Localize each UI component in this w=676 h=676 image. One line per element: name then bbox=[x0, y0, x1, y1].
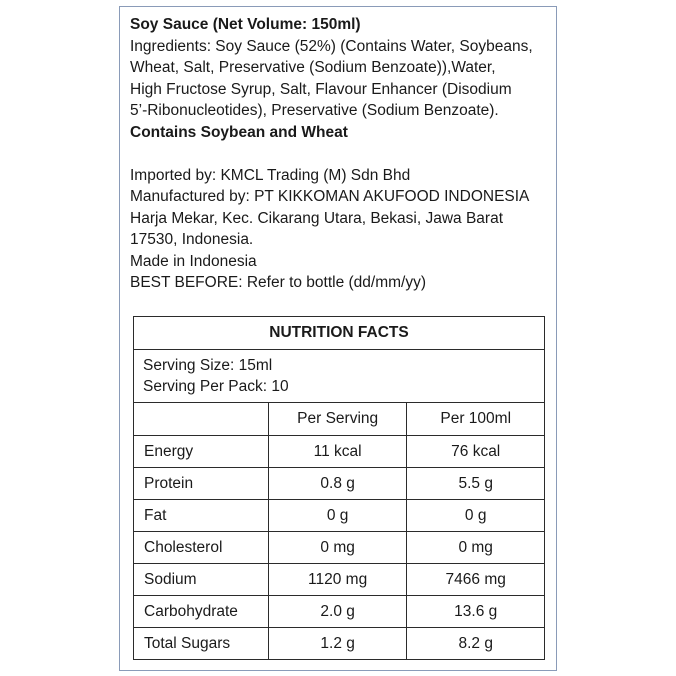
importer-info: Imported by: KMCL Trading (M) Sdn Bhd bbox=[130, 166, 411, 184]
serving-per-pack: Serving Per Pack: 10 bbox=[143, 378, 289, 395]
best-before-info: BEST BEFORE: Refer to bottle (dd/mm/yy) bbox=[130, 274, 427, 291]
serving-size: Serving Size: 15ml bbox=[143, 357, 273, 374]
table-row bbox=[134, 436, 545, 468]
nutrient-name: Cholesterol bbox=[134, 532, 269, 564]
header-per-100ml: Per 100ml bbox=[407, 403, 545, 436]
header-blank-cell bbox=[134, 403, 269, 436]
ingredients-line: 5’-Ribonucleotides), Preservative (Sodium Benzoate). bbox=[130, 102, 499, 119]
nutrient-per-100ml: 7466 mg bbox=[407, 564, 545, 596]
nutrition-facts-table bbox=[133, 316, 545, 660]
nutrient-per-serving: 2.0 g bbox=[268, 596, 407, 628]
nutrient-name: Carbohydrate bbox=[134, 596, 269, 628]
table-row bbox=[134, 500, 545, 532]
nutrient-per-serving: 1120 mg bbox=[268, 564, 407, 596]
nutrient-per-serving: 11 kcal bbox=[268, 436, 407, 468]
nutrient-name: Total Sugars bbox=[134, 628, 269, 660]
header-per-serving: Per Serving bbox=[268, 403, 407, 436]
nutrient-per-100ml: 0 mg bbox=[407, 532, 545, 564]
nutrient-name: Sodium bbox=[134, 564, 269, 596]
nutrient-per-100ml: 0 g bbox=[407, 500, 545, 532]
table-row bbox=[134, 628, 545, 660]
serving-info bbox=[134, 350, 545, 403]
address-line: Harja Mekar, Kec. Cikarang Utara, Bekasi, Jawa Barat bbox=[130, 209, 504, 227]
nutrient-per-serving: 1.2 g bbox=[268, 628, 407, 660]
spacer bbox=[130, 143, 556, 165]
ingredients-line: Ingredients: Soy Sauce (52%) (Contains Water, Soybeans, bbox=[130, 37, 533, 55]
product-title: Soy Sauce (Net Volume: 150ml) bbox=[130, 16, 361, 33]
nutrient-name: Protein bbox=[134, 468, 269, 500]
nutrient-per-serving: 0.8 g bbox=[268, 468, 407, 500]
nutrient-per-100ml: 76 kcal bbox=[407, 436, 545, 468]
product-label bbox=[119, 6, 557, 671]
table-row bbox=[134, 564, 545, 596]
nutrient-name: Energy bbox=[134, 436, 269, 468]
nutrient-per-100ml: 8.2 g bbox=[407, 628, 545, 660]
table-row bbox=[134, 596, 545, 628]
ingredients-line: Wheat, Salt, Preservative (Sodium Benzoate)),Water, bbox=[130, 59, 496, 76]
nutrient-per-100ml: 13.6 g bbox=[407, 596, 545, 628]
address-line: 17530, Indonesia. bbox=[130, 231, 254, 248]
allergen-statement: Contains Soybean and Wheat bbox=[130, 123, 348, 141]
nutrient-per-serving: 0 g bbox=[268, 500, 407, 532]
nutrient-per-serving: 0 mg bbox=[268, 532, 407, 564]
ingredients-line: High Fructose Syrup, Salt, Flavour Enhancer (Disodium bbox=[130, 80, 512, 98]
manufacturer-info: Manufactured by: PT KIKKOMAN AKUFOOD INDONESIA bbox=[130, 188, 530, 205]
nutrition-facts-title: NUTRITION FACTS bbox=[134, 317, 545, 350]
table-row bbox=[134, 532, 545, 564]
table-row bbox=[134, 468, 545, 500]
nutrient-name: Fat bbox=[134, 500, 269, 532]
origin-info: Made in Indonesia bbox=[130, 252, 257, 270]
nutrient-per-100ml: 5.5 g bbox=[407, 468, 545, 500]
